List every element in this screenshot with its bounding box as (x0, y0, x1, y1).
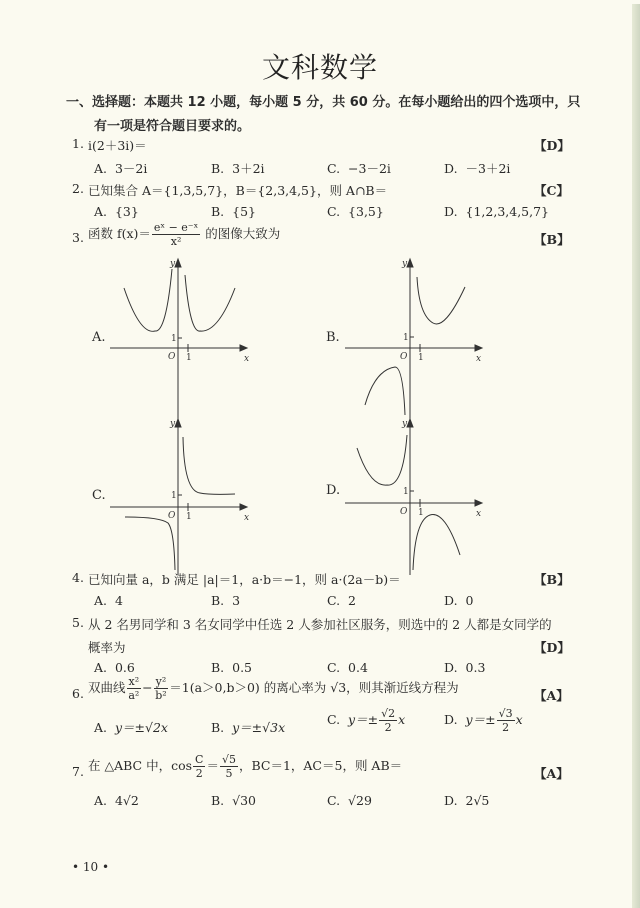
option-a: A. y＝±√2x (94, 720, 168, 735)
svg-text:y: y (170, 259, 176, 269)
svg-text:y: y (170, 419, 176, 429)
question-number: 1. (72, 136, 84, 151)
question-stem: 已知向量 a，b 满足 |a|＝1，a·b＝−1，则 a·(2a－b)＝ (88, 572, 401, 587)
answer-key: 【B】 (534, 572, 570, 587)
question-stem: 函数 f(x)＝ $\frac{\text{eˣ − e⁻ˣ}}{\text{x²}}$ 的图像大致为 (88, 221, 281, 248)
option-d: D. y＝± $\frac{√3}{2}$ x (444, 707, 523, 734)
question-stem: 已知集合 A＝{1,3,5,7}，B＝{2,3,4,5}，则 A∩B＝ (88, 183, 388, 198)
question-stem-line2: 概率为 (88, 640, 126, 655)
svg-text:O: O (400, 352, 408, 362)
answer-key: 【A】 (534, 688, 569, 703)
option-c: C. 0.4 (327, 660, 368, 675)
graph-d-plot (345, 415, 515, 575)
svg-text:y: y (402, 419, 408, 429)
question-number: 2. (72, 181, 84, 196)
question-number: 4. (72, 570, 84, 585)
svg-text:O: O (168, 352, 176, 362)
section-heading-line1: 一、选择题：本题共 12 小题，每小题 5 分，共 60 分。在每小题给出的四个选项中，只 (66, 95, 581, 110)
svg-text:x: x (244, 354, 250, 364)
option-b: B. 0.5 (211, 660, 253, 675)
graph-c-label: C. (92, 488, 106, 503)
question-stem: 在 △ABC 中，cos $\frac{C}{2}$ ＝ $\frac{√5}{5}$ ，BC＝1，AC＝5，则 AB＝ (88, 753, 403, 780)
option-d: D. －3＋2i (444, 161, 511, 176)
option-d: D. {1,2,3,4,5,7} (444, 204, 550, 219)
page-number: • 10 • (72, 860, 110, 874)
option-a: A. {3} (94, 204, 139, 219)
option-d: D. 2√5 (444, 793, 490, 808)
graph-c-plot (110, 415, 280, 575)
svg-text:1: 1 (403, 487, 409, 497)
svg-text:x: x (476, 509, 482, 519)
svg-text:1: 1 (171, 334, 177, 344)
question-number: 3. (72, 230, 84, 245)
answer-key: 【D】 (534, 640, 570, 655)
question-stem: 双曲线 $\frac{\text{x²}}{\text{a²}}$ − $\frac{\text{y²}}{\text{b²}}$ ＝1(a＞0,b＞0) 的离心率为 √3，则其渐近线方程为 (88, 675, 459, 702)
section-heading-line2: 有一项是符合题目要求的。 (94, 119, 251, 134)
graph-b-plot (345, 255, 515, 420)
option-c: C. {3,5} (327, 204, 384, 219)
svg-text:1: 1 (186, 512, 192, 522)
svg-text:y: y (402, 259, 408, 269)
option-a: A. 3－2i (94, 161, 148, 176)
option-c: C. y＝± $\frac{√2}{2}$ x (327, 707, 406, 734)
option-b: B. y＝±√3x (211, 720, 286, 735)
question-number: 5. (72, 615, 84, 630)
svg-text:1: 1 (171, 491, 177, 501)
option-b: B. 3 (211, 593, 241, 608)
answer-key: 【B】 (534, 232, 570, 247)
page-edge (632, 4, 640, 908)
option-b: B. √30 (211, 793, 256, 808)
option-a: A. 4√2 (94, 793, 139, 808)
option-c: C. √29 (327, 793, 372, 808)
function-fraction: $\frac{\text{eˣ − e⁻ˣ}}{\text{x²}}$ (153, 221, 199, 248)
graph-a-label: A. (92, 330, 106, 345)
answer-key: 【D】 (534, 138, 570, 153)
page-title: 文科数学 (261, 51, 378, 84)
svg-text:1: 1 (418, 353, 424, 363)
graph-b-label: B. (326, 330, 340, 345)
option-d: D. 0.3 (444, 660, 486, 675)
svg-text:1: 1 (186, 353, 192, 363)
option-b: B. 3＋2i (211, 161, 265, 176)
svg-text:O: O (168, 511, 176, 521)
svg-text:x: x (476, 354, 482, 364)
option-a: A. 4 (94, 593, 123, 608)
question-number: 7. (72, 764, 84, 779)
svg-text:O: O (400, 507, 408, 517)
svg-text:1: 1 (418, 508, 424, 518)
graph-a-plot (110, 255, 280, 420)
option-d: D. 0 (444, 593, 474, 608)
question-stem-line1: 从 2 名男同学和 3 名女同学中任选 2 人参加社区服务，则选中的 2 人都是女同学的 (88, 617, 552, 632)
svg-text:x: x (244, 513, 250, 523)
option-c: C. 2 (327, 593, 356, 608)
question-number: 6. (72, 686, 84, 701)
graph-d-label: D. (326, 483, 341, 498)
option-a: A. 0.6 (94, 660, 135, 675)
option-b: B. {5} (211, 204, 256, 219)
option-c: C. −3－2i (327, 161, 391, 176)
answer-key: 【C】 (534, 183, 569, 198)
answer-key: 【A】 (534, 766, 569, 781)
svg-text:1: 1 (403, 333, 409, 343)
question-stem: i(2＋3i)＝ (88, 138, 147, 153)
